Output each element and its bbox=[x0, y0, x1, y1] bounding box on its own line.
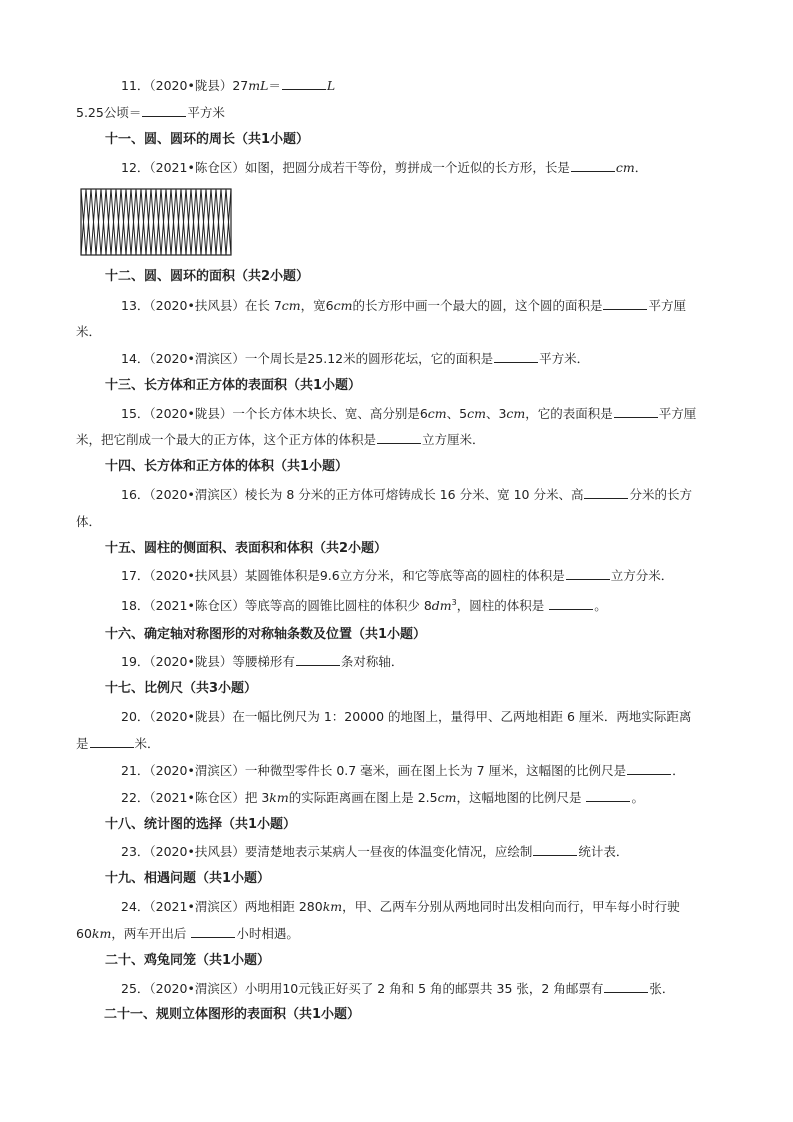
answer-blank[interactable] bbox=[571, 159, 615, 172]
answer-blank[interactable] bbox=[90, 735, 134, 748]
question-16-cont: 体． bbox=[76, 514, 102, 529]
circle-rearranged-rectangle-figure bbox=[80, 188, 232, 256]
question-15-cont: 米，把它削成一个最大的正方体，这个正方体的体积是 立方厘米． bbox=[76, 432, 485, 447]
section-heading-13: 十三、长方体和正方体的表面积（共1小题） bbox=[105, 378, 362, 393]
question-22: 22．（2021•陈仓区）把 3km的实际距离画在图上是 2.5cm，这幅地图的比例尺是 。 bbox=[121, 790, 644, 805]
question-12: 12．（2021•陈仓区）如图，把圆分成若干等份，剪拼成一个近似的长方形，长是 cm． bbox=[121, 160, 648, 175]
answer-blank[interactable] bbox=[584, 486, 628, 499]
answer-blank[interactable] bbox=[296, 653, 340, 666]
question-13-cont: 米． bbox=[76, 324, 102, 339]
answer-blank[interactable] bbox=[603, 297, 647, 310]
question-11-cont: 5.25公顷＝ 平方米 bbox=[76, 105, 225, 120]
question-20: 20．（2020•陇县）在一幅比例尺为 1：20000 的地图上，量得甲、乙两地相距 6 厘米．两地实际距离 bbox=[121, 709, 692, 724]
question-24-cont: 60km，两车开出后 小时相遇。 bbox=[76, 926, 299, 941]
question-16: 16．（2020•渭滨区）棱长为 8 分米的正方体可熔铸成长 16 分米、宽 10 分米、高 分米的长方 bbox=[121, 487, 692, 502]
section-heading-18: 十八、统计图的选择（共1小题） bbox=[105, 817, 297, 832]
section-heading-19: 十九、相遇问题（共1小题） bbox=[105, 871, 271, 886]
answer-blank[interactable] bbox=[586, 789, 630, 802]
question-19: 19．（2020•陇县）等腰梯形有 条对称轴． bbox=[121, 654, 404, 669]
answer-blank[interactable] bbox=[533, 843, 577, 856]
section-heading-17: 十七、比例尺（共3小题） bbox=[105, 681, 258, 696]
question-15: 15．（2020•陇县）一个长方体木块长、宽、高分别是6cm、5cm、3cm，它的表面积是 平方厘 bbox=[121, 406, 697, 421]
question-17: 17．（2020•扶风县）某圆锥体积是9.6立方分米，和它等底等高的圆柱的体积是 立方分米． bbox=[121, 568, 674, 583]
answer-blank[interactable] bbox=[191, 925, 235, 938]
section-heading-16: 十六、确定轴对称图形的对称轴条数及位置（共1小题） bbox=[105, 627, 427, 642]
question-24: 24．（2021•渭滨区）两地相距 280km，甲、乙两车分别从两地同时出发相向而行，甲车每小时行驶 bbox=[121, 899, 680, 914]
answer-blank[interactable] bbox=[566, 567, 610, 580]
question-23: 23．（2020•扶风县）要清楚地表示某病人一昼夜的体温变化情况，应绘制 统计表． bbox=[121, 844, 629, 859]
answer-blank[interactable] bbox=[494, 350, 538, 363]
section-heading-14: 十四、长方体和正方体的体积（共1小题） bbox=[105, 459, 349, 474]
question-13: 13．（2020•扶风县）在长 7cm，宽6cm的长方形中画一个最大的圆，这个圆的面积是 平方厘 bbox=[121, 298, 686, 313]
answer-blank[interactable] bbox=[377, 431, 421, 444]
section-heading-12: 十二、圆、圆环的面积（共2小题） bbox=[105, 269, 310, 284]
answer-blank[interactable] bbox=[614, 405, 658, 418]
question-25: 25．（2020•渭滨区）小明用10元钱正好买了 2 角和 5 角的邮票共 35 张，2 角邮票有 张． bbox=[121, 981, 675, 996]
question-11: 11．（2020•陇县）27mL＝ L bbox=[121, 78, 336, 93]
question-20-cont: 是 米． bbox=[76, 736, 160, 751]
answer-blank[interactable] bbox=[549, 597, 593, 610]
answer-blank[interactable] bbox=[604, 980, 648, 993]
section-heading-15: 十五、圆柱的侧面积、表面积和体积（共2小题） bbox=[105, 541, 388, 556]
section-heading-20: 二十、鸡兔同笼（共1小题） bbox=[105, 953, 271, 968]
section-heading-11: 十一、圆、圆环的周长（共1小题） bbox=[105, 132, 310, 147]
question-14: 14．（2020•渭滨区）一个周长是25.12米的圆形花坛，它的面积是 平方米． bbox=[121, 351, 590, 366]
section-heading-21: 二十一、规则立体图形的表面积（共1小题） bbox=[104, 1007, 361, 1022]
question-18: 18．（2021•陈仓区）等底等高的圆锥比圆柱的体积少 $8dm^3$，圆柱的体积是 。 bbox=[121, 598, 607, 614]
question-21: 21．（2020•渭滨区）一种微型零件长 0.7 毫米，画在图上长为 7 厘米，这幅图的比例尺是 ． bbox=[121, 763, 685, 778]
answer-blank[interactable] bbox=[627, 762, 671, 775]
answer-blank[interactable] bbox=[142, 104, 186, 117]
answer-blank[interactable] bbox=[282, 77, 326, 90]
